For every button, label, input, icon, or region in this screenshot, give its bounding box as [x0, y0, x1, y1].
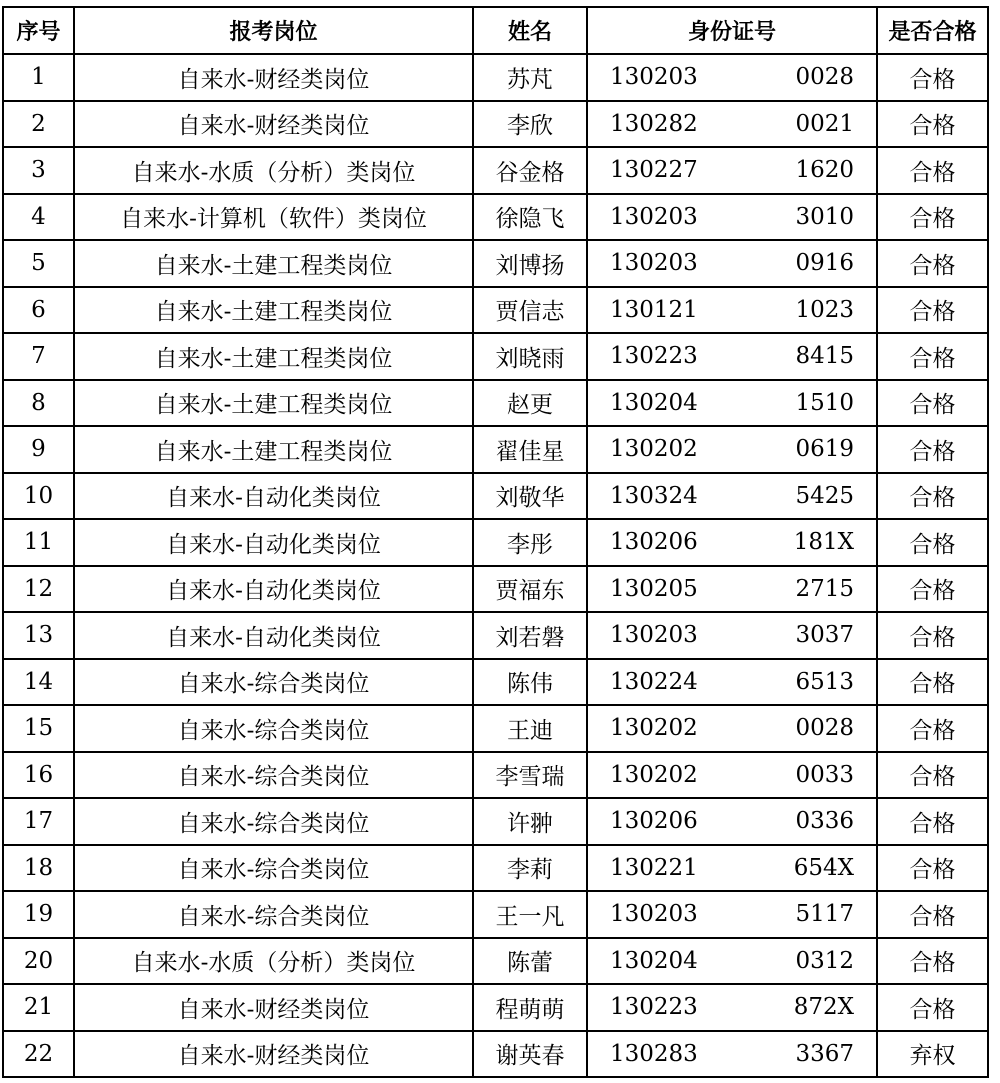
- id-prefix: 130203: [610, 250, 698, 277]
- cell-position: 自来水-综合类岗位: [74, 752, 473, 799]
- cell-id: [587, 798, 877, 845]
- table-row: [3, 612, 988, 659]
- cell-id: [587, 333, 877, 380]
- cell-id: [587, 891, 877, 938]
- table-row: [3, 287, 988, 334]
- cell-name: 贾福东: [473, 566, 587, 613]
- id-prefix: 130202: [610, 436, 698, 463]
- cell-name: 刘博扬: [473, 240, 587, 287]
- cell-id: [587, 380, 877, 427]
- cell-position: 自来水-水质（分析）类岗位: [74, 938, 473, 985]
- table-row: [3, 473, 988, 520]
- cell-name: 苏芃: [473, 54, 587, 101]
- id-prefix: 130227: [610, 157, 698, 184]
- id-suffix: 654X: [793, 854, 854, 881]
- cell-id: [587, 194, 877, 241]
- cell-no: 1: [3, 54, 74, 101]
- cell-no: 6: [3, 287, 74, 334]
- cell-name: 谷金格: [473, 147, 587, 194]
- cell-no: 19: [3, 891, 74, 938]
- id-suffix: 0021: [795, 110, 854, 137]
- id-prefix: 130223: [610, 343, 698, 370]
- cell-name: 王一凡: [473, 891, 587, 938]
- id-suffix: 1023: [795, 296, 854, 323]
- table-row: [3, 519, 988, 566]
- cell-id: [587, 984, 877, 1031]
- id-suffix: 0336: [795, 808, 854, 835]
- cell-name: 贾信志: [473, 287, 587, 334]
- id-prefix: 130121: [610, 296, 698, 323]
- table-row: [3, 54, 988, 101]
- table-body: [3, 54, 988, 1077]
- header-id: 身份证号: [587, 7, 877, 54]
- id-prefix: 130203: [610, 64, 698, 91]
- table-row: [3, 938, 988, 985]
- id-prefix: 130203: [610, 622, 698, 649]
- cell-position: 自来水-土建工程类岗位: [74, 380, 473, 427]
- cell-no: 14: [3, 659, 74, 706]
- cell-result: 合格: [877, 54, 988, 101]
- id-prefix: 130282: [610, 110, 698, 137]
- cell-id: [587, 938, 877, 985]
- cell-result: 合格: [877, 333, 988, 380]
- cell-result: 合格: [877, 891, 988, 938]
- cell-name: 程萌萌: [473, 984, 587, 1031]
- cell-position: 自来水-土建工程类岗位: [74, 426, 473, 473]
- cell-position: 自来水-土建工程类岗位: [74, 287, 473, 334]
- cell-result: 合格: [877, 659, 988, 706]
- table-row: [3, 240, 988, 287]
- cell-result: 合格: [877, 473, 988, 520]
- id-suffix: 2715: [795, 575, 854, 602]
- id-prefix: 130204: [610, 947, 698, 974]
- cell-name: 李彤: [473, 519, 587, 566]
- id-prefix: 130206: [610, 529, 698, 556]
- table-row: [3, 752, 988, 799]
- cell-id: [587, 659, 877, 706]
- cell-name: 王迪: [473, 705, 587, 752]
- cell-result: 合格: [877, 380, 988, 427]
- cell-id: [587, 426, 877, 473]
- cell-name: 刘晓雨: [473, 333, 587, 380]
- table-row: [3, 101, 988, 148]
- table-row: [3, 659, 988, 706]
- cell-result: 合格: [877, 101, 988, 148]
- cell-result: 合格: [877, 519, 988, 566]
- cell-name: 徐隐飞: [473, 194, 587, 241]
- cell-no: 3: [3, 147, 74, 194]
- id-suffix: 0916: [795, 250, 854, 277]
- cell-no: 18: [3, 845, 74, 892]
- cell-result: 合格: [877, 426, 988, 473]
- table-row: [3, 984, 988, 1031]
- cell-result: 合格: [877, 147, 988, 194]
- cell-id: [587, 752, 877, 799]
- cell-position: 自来水-财经类岗位: [74, 54, 473, 101]
- cell-no: 17: [3, 798, 74, 845]
- id-suffix: 1510: [795, 389, 854, 416]
- id-prefix: 130203: [610, 203, 698, 230]
- cell-id: [587, 240, 877, 287]
- id-prefix: 130202: [610, 715, 698, 742]
- cell-position: 自来水-财经类岗位: [74, 984, 473, 1031]
- table-row: [3, 798, 988, 845]
- cell-position: 自来水-土建工程类岗位: [74, 333, 473, 380]
- cell-id: [587, 287, 877, 334]
- cell-name: 李雪瑞: [473, 752, 587, 799]
- table-row: [3, 147, 988, 194]
- id-suffix: 0028: [795, 715, 854, 742]
- cell-no: 21: [3, 984, 74, 1031]
- cell-name: 陈伟: [473, 659, 587, 706]
- cell-id: [587, 1031, 877, 1078]
- cell-no: 9: [3, 426, 74, 473]
- header-no: 序号: [3, 7, 74, 54]
- id-prefix: 130204: [610, 389, 698, 416]
- cell-name: 谢英春: [473, 1031, 587, 1078]
- id-suffix: 1620: [795, 157, 854, 184]
- table-row: [3, 705, 988, 752]
- id-suffix: 181X: [793, 529, 854, 556]
- cell-name: 刘敬华: [473, 473, 587, 520]
- table-row: [3, 194, 988, 241]
- id-suffix: 8415: [795, 343, 854, 370]
- header-result: 是否合格: [877, 7, 988, 54]
- cell-position: 自来水-财经类岗位: [74, 1031, 473, 1078]
- table-row: [3, 845, 988, 892]
- cell-no: 10: [3, 473, 74, 520]
- cell-no: 13: [3, 612, 74, 659]
- cell-result: 合格: [877, 612, 988, 659]
- cell-no: 8: [3, 380, 74, 427]
- id-suffix: 872X: [793, 994, 854, 1021]
- cell-no: 16: [3, 752, 74, 799]
- cell-no: 4: [3, 194, 74, 241]
- cell-result: 合格: [877, 984, 988, 1031]
- id-suffix: 0619: [795, 436, 854, 463]
- id-suffix: 3037: [795, 622, 854, 649]
- id-suffix: 3367: [795, 1040, 854, 1067]
- cell-position: 自来水-自动化类岗位: [74, 519, 473, 566]
- id-suffix: 5117: [795, 901, 854, 928]
- cell-name: 赵更: [473, 380, 587, 427]
- id-suffix: 0033: [795, 761, 854, 788]
- id-prefix: 130324: [610, 482, 698, 509]
- id-suffix: 0312: [795, 947, 854, 974]
- table-row: [3, 1031, 988, 1078]
- cell-no: 11: [3, 519, 74, 566]
- cell-name: 许翀: [473, 798, 587, 845]
- cell-id: [587, 101, 877, 148]
- cell-id: [587, 519, 877, 566]
- cell-id: [587, 54, 877, 101]
- cell-position: 自来水-计算机（软件）类岗位: [74, 194, 473, 241]
- id-suffix: 3010: [795, 203, 854, 230]
- cell-position: 自来水-综合类岗位: [74, 705, 473, 752]
- cell-name: 李欣: [473, 101, 587, 148]
- cell-no: 5: [3, 240, 74, 287]
- id-suffix: 0028: [795, 64, 854, 91]
- id-prefix: 130202: [610, 761, 698, 788]
- cell-position: 自来水-综合类岗位: [74, 798, 473, 845]
- cell-position: 自来水-自动化类岗位: [74, 566, 473, 613]
- table-row: [3, 380, 988, 427]
- header-name: 姓名: [473, 7, 587, 54]
- cell-result: 合格: [877, 798, 988, 845]
- cell-position: 自来水-综合类岗位: [74, 891, 473, 938]
- id-suffix: 5425: [795, 482, 854, 509]
- cell-result: 合格: [877, 240, 988, 287]
- header-position: 报考岗位: [74, 7, 473, 54]
- cell-name: 刘若磐: [473, 612, 587, 659]
- id-prefix: 130283: [610, 1040, 698, 1067]
- cell-result: 弃权: [877, 1031, 988, 1078]
- id-prefix: 130206: [610, 808, 698, 835]
- cell-no: 2: [3, 101, 74, 148]
- id-prefix: 130221: [610, 854, 698, 881]
- id-prefix: 130223: [610, 994, 698, 1021]
- table-row: [3, 426, 988, 473]
- cell-position: 自来水-自动化类岗位: [74, 473, 473, 520]
- cell-no: 22: [3, 1031, 74, 1078]
- cell-position: 自来水-土建工程类岗位: [74, 240, 473, 287]
- cell-id: [587, 705, 877, 752]
- id-prefix: 130224: [610, 668, 698, 695]
- cell-result: 合格: [877, 287, 988, 334]
- cell-result: 合格: [877, 845, 988, 892]
- results-table: [2, 6, 989, 1078]
- table-row: [3, 566, 988, 613]
- cell-name: 陈蕾: [473, 938, 587, 985]
- id-prefix: 130203: [610, 901, 698, 928]
- cell-result: 合格: [877, 938, 988, 985]
- cell-id: [587, 147, 877, 194]
- cell-no: 12: [3, 566, 74, 613]
- cell-id: [587, 566, 877, 613]
- header-row: [3, 7, 988, 54]
- table-row: [3, 891, 988, 938]
- cell-position: 自来水-综合类岗位: [74, 659, 473, 706]
- cell-id: [587, 612, 877, 659]
- cell-no: 20: [3, 938, 74, 985]
- id-suffix: 6513: [795, 668, 854, 695]
- cell-name: 李莉: [473, 845, 587, 892]
- cell-no: 15: [3, 705, 74, 752]
- cell-position: 自来水-综合类岗位: [74, 845, 473, 892]
- table-row: [3, 333, 988, 380]
- cell-result: 合格: [877, 566, 988, 613]
- cell-result: 合格: [877, 194, 988, 241]
- cell-position: 自来水-自动化类岗位: [74, 612, 473, 659]
- cell-result: 合格: [877, 752, 988, 799]
- cell-name: 翟佳星: [473, 426, 587, 473]
- cell-position: 自来水-财经类岗位: [74, 101, 473, 148]
- cell-position: 自来水-水质（分析）类岗位: [74, 147, 473, 194]
- cell-id: [587, 473, 877, 520]
- cell-id: [587, 845, 877, 892]
- cell-no: 7: [3, 333, 74, 380]
- cell-result: 合格: [877, 705, 988, 752]
- id-prefix: 130205: [610, 575, 698, 602]
